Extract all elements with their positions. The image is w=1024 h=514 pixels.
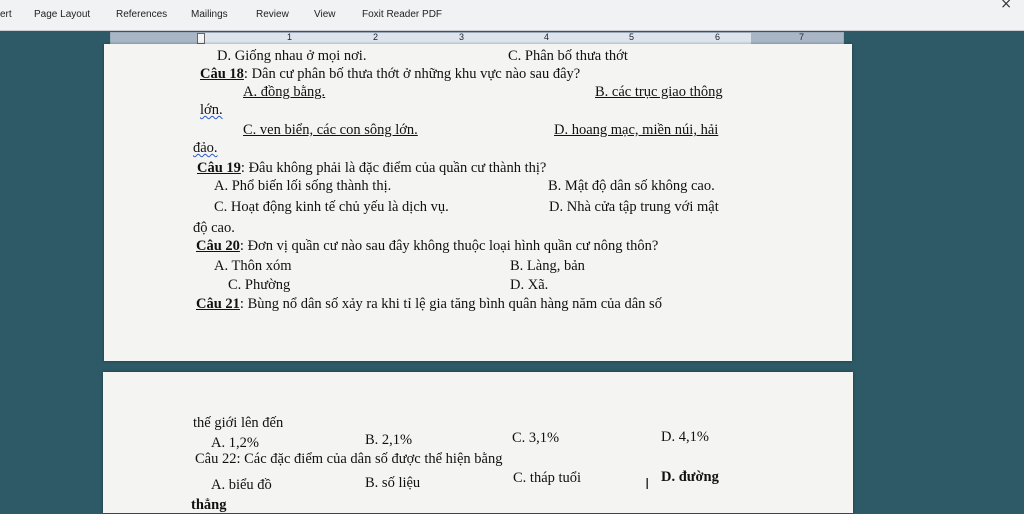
- tab-mailings[interactable]: Mailings: [191, 9, 228, 20]
- question-22: Câu 22: Các đặc điểm của dân số được thể hiện bằng: [195, 451, 503, 467]
- tab-page-layout[interactable]: Page Layout: [34, 9, 91, 20]
- question-20-number: Câu 20: [196, 238, 240, 254]
- question-21-number: Câu 21: [196, 296, 240, 312]
- ribbon-tab-bar: [0, 0, 1024, 31]
- close-icon[interactable]: ×: [1000, 0, 1012, 12]
- question-19: [197, 160, 546, 177]
- answer-c-q22: C. tháp tuổi: [513, 470, 582, 486]
- tab-view[interactable]: View: [314, 9, 336, 20]
- question-19-number: Câu 19: [197, 160, 241, 176]
- question-21-text: : Bùng nổ dân số xảy ra khi tỉ lệ gia tăng bình quân hàng năm của dân số: [239, 296, 662, 312]
- answer-a-q20: A. Thôn xóm: [214, 258, 292, 274]
- ruler-number: 5: [629, 32, 635, 42]
- ruler-right-margin: [751, 33, 843, 44]
- ruler-number: 4: [544, 32, 550, 42]
- ruler-number: 6: [715, 32, 721, 42]
- answer-a-q19: A. Phổ biến lối sống thành thị.: [214, 178, 392, 194]
- question-21: [196, 296, 662, 313]
- answer-d-q20: D. Xã.: [510, 277, 549, 293]
- answer-a-q18: A. đồng bằng.: [243, 84, 326, 100]
- answer-b-q20: B. Làng, bản: [510, 258, 585, 274]
- ruler-number: 3: [459, 32, 465, 42]
- question-18-number: Câu 18: [200, 66, 244, 82]
- question-18-text: : Dân cư phân bố thưa thớt ở những khu vực nào sau đây?: [243, 66, 581, 82]
- answer-a-q22: A. biểu đồ: [211, 477, 272, 493]
- answer-d-q22-continued: thẳng: [191, 497, 227, 513]
- ruler-left-margin: [111, 33, 201, 44]
- answer-c-q20: C. Phường: [228, 277, 291, 293]
- tab-insert[interactable]: ert: [0, 9, 12, 20]
- answer-c-q21: C. 3,1%: [512, 430, 560, 446]
- answer-d-q18-continued: đảo.: [193, 140, 218, 156]
- answer-a-q21: A. 1,2%: [211, 435, 259, 451]
- answer-d-q17: D. Giống nhau ở mọi nơi.: [217, 48, 367, 64]
- document-page[interactable]: [104, 44, 852, 361]
- answer-d-q21: D. 4,1%: [661, 429, 709, 445]
- answer-d-q19: D. Nhà cửa tập trung với mật: [549, 199, 719, 215]
- answer-b-q19: B. Mật độ dân số không cao.: [548, 178, 715, 194]
- text-cursor-icon: I: [645, 475, 650, 493]
- answer-c-q17: C. Phân bố thưa thớt: [508, 48, 628, 64]
- question-20-text: : Đơn vị quần cư nào sau đây không thuộc loại hình quần cư nông thôn?: [239, 238, 659, 254]
- answer-d-q22: D. đường: [661, 469, 719, 485]
- question-19-text: : Đâu không phải là đặc điểm của quần cư thành thị?: [240, 160, 547, 176]
- question-20: [196, 238, 658, 255]
- document-page[interactable]: [103, 372, 853, 513]
- question-21-continued: thế giới lên đến: [193, 415, 284, 431]
- answer-b-q21: B. 2,1%: [365, 432, 413, 448]
- indent-marker-icon[interactable]: [197, 33, 205, 44]
- answer-b-q18: B. các trục giao thông: [595, 84, 723, 100]
- tab-references[interactable]: References: [116, 9, 168, 20]
- tab-review[interactable]: Review: [256, 9, 289, 20]
- answer-b-q22: B. số liệu: [365, 475, 421, 491]
- question-18: [200, 66, 580, 83]
- ruler-number: 7: [799, 32, 805, 42]
- answer-c-q19: C. Hoạt động kinh tế chủ yếu là dịch vụ.: [214, 199, 449, 215]
- ruler-number: 1: [287, 32, 293, 42]
- answer-b-q18-continued: lớn.: [200, 102, 223, 118]
- tab-foxit-reader-pdf[interactable]: Foxit Reader PDF: [362, 9, 443, 20]
- answer-d-q18: D. hoang mạc, miền núi, hải: [554, 122, 719, 138]
- ruler-number: 2: [373, 32, 379, 42]
- answer-c-q18: C. ven biển, các con sông lớn.: [243, 122, 418, 138]
- answer-d-q19-continued: độ cao.: [193, 220, 235, 236]
